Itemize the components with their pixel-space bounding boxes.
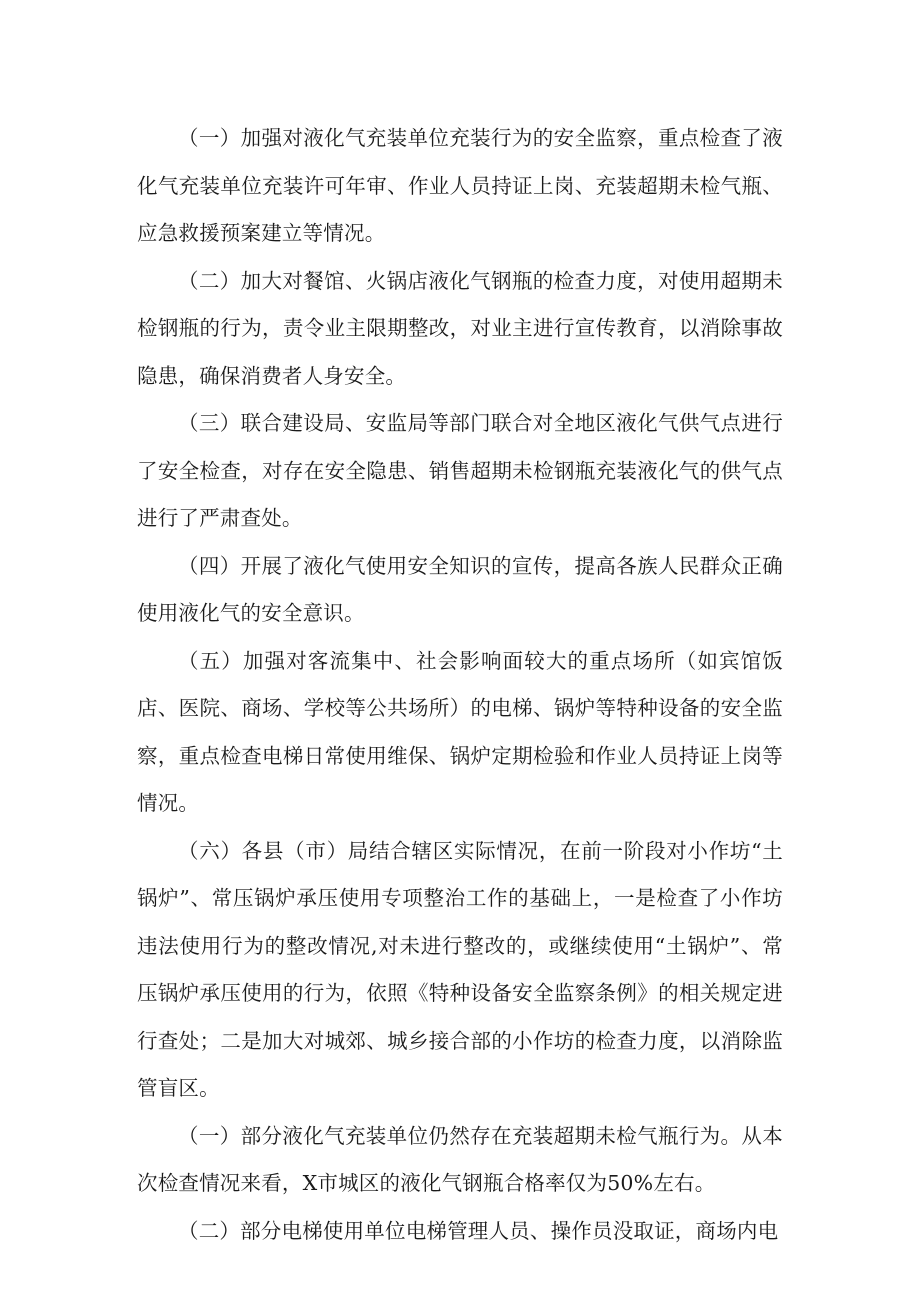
paragraph-2: （二）加大对餐馆、火锅店液化气钢瓶的检查力度，对使用超期未检钢瓶的行为，责令业主限期整改，对业主进行宣传教育，以消除事故隐患，确保消费者人身安全。	[137, 268, 783, 388]
document-body	[137, 115, 783, 1255]
paragraph-1: （一）加强对液化气充装单位充装行为的安全监察，重点检查了液化气充装单位充装许可年审、作业人员持证上岗、充装超期未检气瓶、应急救援预案建立等情况。	[137, 126, 783, 245]
paragraph-4: （四）开展了液化气使用安全知识的宣传，提高各族人民群众正确使用液化气的安全意识。	[137, 553, 783, 625]
paragraph-5: （五）加强对客流集中、社会影响面较大的重点场所（如宾馆饭店、医院、商场、学校等公共场所）的电梯、锅炉等特种设备的安全监察，重点检查电梯日常使用维保、锅炉定期检验和作业人员持证上岗等情况。	[137, 648, 783, 815]
paragraph-6: （六）各县（市）局结合辖区实际情况，在前一阶段对小作坊“土锅炉”、常压锅炉承压使用专项整治工作的基础上，一是检查了小作坊违法使用行为的整改情况,对未进行整改的，或继续使用“土锅炉”、常压锅炉承压使用的行为，依照《特种设备安全监察条例》的相关规定进行查处；二是加大对城郊、城乡接合部的小作坊的检查力度，以消除监管盲区。	[137, 838, 783, 1100]
paragraph-3: （三）联合建设局、安监局等部门联合对全地区液化气供气点进行了安全检查，对存在安全隐患、销售超期未检钢瓶充装液化气的供气点进行了严肃查处。	[137, 411, 783, 530]
paragraph-8: （二）部分电梯使用单位电梯管理人员、操作员没取证，商场内电	[178, 1218, 779, 1243]
paragraph-7: （一）部分液化气充装单位仍然存在充装超期未检气瓶行为。从本次检查情况来看，X市城区的液化气钢瓶合格率仅为50%左右。	[137, 1123, 783, 1195]
